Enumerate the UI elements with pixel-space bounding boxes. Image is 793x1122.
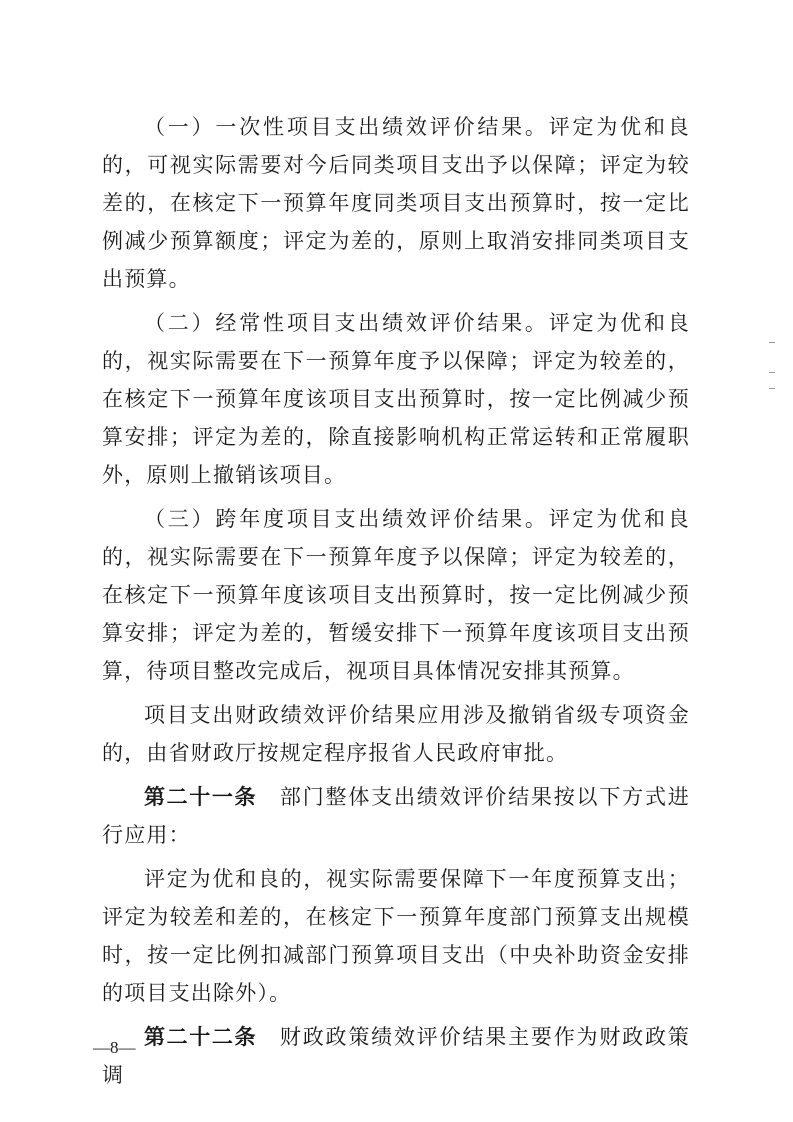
- paragraph-one-time-project: [102, 108, 690, 298]
- paragraph-text: 项目支出财政绩效评价结果应用涉及撤销省级专项资金的，由省财政厅按规定程序报省人民政府审批。: [102, 703, 690, 765]
- paragraph-cross-year-project: [102, 500, 690, 690]
- page-number: —8—: [93, 1038, 136, 1057]
- paragraph-text: （三）跨年度项目支出绩效评价结果。评定为优和良的，视实际需要在下一预算年度予以保障；评定为较差的，在核定下一预算年度该项目支出预算时，按一定比例减少预算安排；评定为差的，暂缓安排下一预算年度该项目支出预算，待项目整改完成后，视项目具体情况安排其预算。: [102, 507, 690, 683]
- article-21: [102, 778, 690, 854]
- article-text: 财政政策绩效评价结果主要作为财政政策调: [102, 1025, 690, 1087]
- paragraph-text: （二）经常性项目支出绩效评价结果。评定为优和良的，视实际需要在下一预算年度予以保障；评定为较差的，在核定下一预算年度该项目支出预算时，按一定比例减少预算安排；评定为差的，除直接影响机构正常运转和正常履职外，原则上撤销该项目。: [102, 311, 690, 487]
- article-heading: 第二十一条: [144, 785, 258, 809]
- paragraph-recurring-project: [102, 304, 690, 494]
- paragraph-department-budget: [102, 860, 690, 1012]
- body-text: [102, 108, 690, 1094]
- margin-mark: [769, 388, 775, 389]
- paragraph-special-fund-revocation: [102, 696, 690, 772]
- article-22: [102, 1018, 690, 1094]
- article-heading: 第二十二条: [144, 1025, 258, 1049]
- paragraph-text: （一）一次性项目支出绩效评价结果。评定为优和良的，可视实际需要对今后同类项目支出予以保障；评定为较差的，在核定下一预算年度同类项目支出预算时，按一定比例减少预算额度；评定为差的，原则上取消安排同类项目支出预算。: [102, 115, 690, 291]
- margin-mark: [769, 372, 775, 373]
- margin-mark: [769, 342, 775, 343]
- paragraph-text: 评定为优和良的，视实际需要保障下一年度预算支出；评定为较差和差的，在核定下一预算年度部门预算支出规模时，按一定比例扣减部门预算项目支出（中央补助资金安排的项目支出除外）。: [102, 867, 690, 1005]
- article-text: 部门整体支出绩效评价结果按以下方式进行应用：: [102, 785, 690, 847]
